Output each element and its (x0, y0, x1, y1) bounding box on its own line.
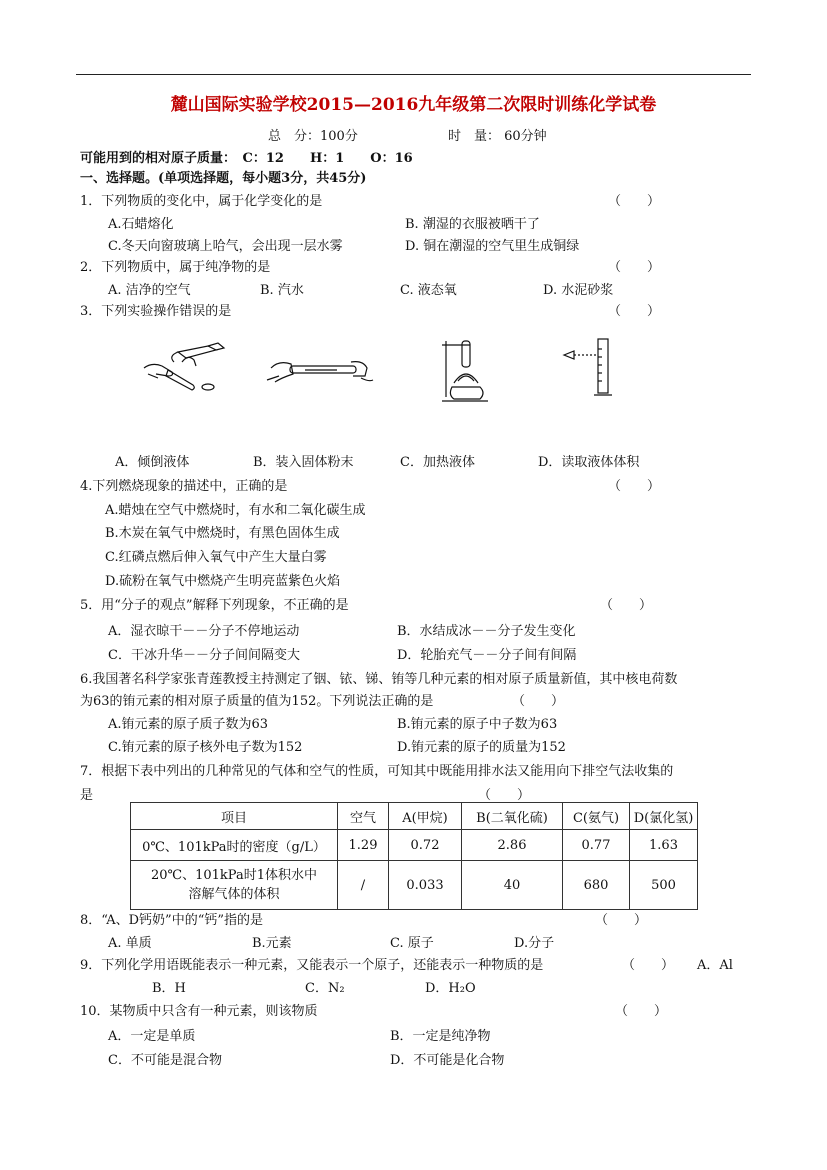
solubility-ammonia: 680 (563, 861, 630, 910)
pouring-liquid-figure (138, 340, 230, 395)
header-air: 空气 (338, 803, 389, 830)
solubility-sulfur-dioxide: 40 (462, 861, 563, 910)
header-hydrogen-chloride: D(氯化氢) (630, 803, 698, 830)
q7-stem-line2: 是 (80, 788, 94, 803)
q2-option-a: A. 洁净的空气 (108, 283, 191, 298)
q5-option-a: A．湿衣晾干－－分子不停地运动 (108, 624, 300, 639)
q3-option-c: C．加热液体 (400, 455, 475, 470)
solubility-methane: 0.033 (389, 861, 462, 910)
q6-option-d: D.铕元素的原子的质量为152 (397, 740, 566, 755)
q2-option-b: B. 汽水 (260, 283, 304, 298)
powder-loading-figure (265, 350, 375, 394)
q1-option-c: C.冬天向窗玻璃上哈气，会出现一层水雾 (108, 239, 343, 254)
q6-answer-paren: （ ） (512, 694, 565, 709)
solubility-label (131, 861, 338, 910)
q9-option-a: A．Al (697, 958, 733, 973)
q9-answer-paren: （ ） (622, 958, 675, 973)
q5-option-b: B．水结成冰－－分子发生变化 (397, 624, 576, 639)
q9-option-d: D．H₂O (425, 981, 476, 996)
q5-answer-paren: （ ） (600, 598, 653, 613)
table-header-row (131, 803, 698, 830)
q2-option-d: D. 水泥砂浆 (543, 283, 614, 298)
q9-stem: 9．下列化学用语既能表示一种元素，又能表示一个原子，还能表示一种物质的是 (80, 958, 544, 973)
q4-stem: 4.下列燃烧现象的描述中，正确的是 (80, 479, 288, 494)
q6-stem-line2: 为63的铕元素的相对原子质量的值为152。下列说法正确的是 (80, 694, 434, 709)
top-rule (76, 74, 751, 75)
section-heading: 一、选择题。(单项选择题，每小题3分，共45分) (80, 171, 367, 186)
q1-option-b: B. 潮湿的衣服被晒干了 (405, 217, 540, 232)
q3-option-b: B．装入固体粉末 (253, 455, 354, 470)
q1-stem: 1．下列物质的变化中，属于化学变化的是 (80, 194, 323, 209)
q3-stem: 3．下列实验操作错误的是 (80, 304, 232, 319)
q8-option-c: C. 原子 (390, 936, 434, 951)
q10-option-b: B．一定是纯净物 (390, 1029, 491, 1044)
q3-answer-paren: （ ） (608, 304, 661, 319)
q6-option-a: A.铕元素的原子质子数为63 (108, 717, 269, 732)
q10-option-c: C．不可能是混合物 (108, 1053, 222, 1068)
header-ammonia: C(氨气) (563, 803, 630, 830)
q7-answer-paren: （ ） (478, 788, 531, 803)
table-row (131, 861, 698, 910)
solubility-air: / (338, 861, 389, 910)
atomic-masses: 可能用到的相对原子质量： C：12 H：1 O：16 (80, 151, 413, 166)
time-limit: 时 量： 60分钟 (448, 129, 547, 144)
gas-properties-table (130, 802, 698, 910)
q4-option-b: B.木炭在氧气中燃烧时，有黑色固体生成 (105, 526, 340, 541)
q3-option-a: A．倾倒液体 (115, 455, 190, 470)
q10-stem: 10．某物质中只含有一种元素，则该物质 (80, 1004, 318, 1019)
density-label: 0℃、101kPa时的密度（g/L） (131, 830, 338, 861)
table-row (131, 830, 698, 861)
density-sulfur-dioxide: 2.86 (462, 830, 563, 861)
cylinder-reading-figure (560, 335, 620, 401)
q10-option-d: D．不可能是化合物 (390, 1053, 505, 1068)
q8-answer-paren: （ ） (595, 913, 648, 928)
q10-answer-paren: （ ） (615, 1004, 668, 1019)
solubility-hydrogen-chloride: 500 (630, 861, 698, 910)
density-air: 1.29 (338, 830, 389, 861)
header-item: 项目 (131, 803, 338, 830)
heating-liquid-figure (438, 335, 494, 407)
q5-option-d: D．轮胎充气－－分子间有间隔 (397, 648, 577, 663)
q6-stem-line1: 6.我国著名科学家张青莲教授主持测定了铟、铱、锑、铕等几种元素的相对原子质量新值，其中核电荷数 (80, 672, 678, 687)
q8-option-a: A. 单质 (108, 936, 152, 951)
q5-option-c: C．干冰升华－－分子间间隔变大 (108, 648, 300, 663)
total-score: 总 分：100分 (268, 129, 358, 144)
q3-option-d: D．读取液体体积 (538, 455, 640, 470)
q2-option-c: C. 液态氧 (400, 283, 457, 298)
q1-option-a: A.石蜡熔化 (108, 217, 174, 232)
q8-option-b: B.元素 (252, 936, 292, 951)
q10-option-a: A．一定是单质 (108, 1029, 196, 1044)
q1-option-d: D. 铜在潮湿的空气里生成铜绿 (405, 239, 580, 254)
q2-stem: 2．下列物质中，属于纯净物的是 (80, 260, 271, 275)
density-methane: 0.72 (389, 830, 462, 861)
density-hydrogen-chloride: 1.63 (630, 830, 698, 861)
solubility-label-line2: 溶解气体的体积 (188, 887, 280, 902)
q9-option-b: B．H (152, 981, 186, 996)
q8-option-d: D.分子 (514, 936, 555, 951)
q6-option-c: C.铕元素的原子核外电子数为152 (108, 740, 303, 755)
header-methane: A(甲烷) (389, 803, 462, 830)
header-sulfur-dioxide: B(二氧化硫) (462, 803, 563, 830)
density-ammonia: 0.77 (563, 830, 630, 861)
q2-answer-paren: （ ） (608, 260, 661, 275)
q4-option-d: D.硫粉在氧气中燃烧产生明亮蓝紫色火焰 (105, 574, 341, 589)
q4-option-a: A.蜡烛在空气中燃烧时，有水和二氧化碳生成 (105, 503, 366, 518)
q8-stem: 8．“A、D钙奶”中的“钙”指的是 (80, 913, 263, 928)
q1-answer-paren: （ ） (608, 194, 661, 209)
q5-stem: 5．用“分子的观点”解释下列现象，不正确的是 (80, 598, 349, 613)
solubility-label-line1: 20℃、101kPa时1体积水中 (151, 868, 317, 883)
q9-option-c: C．N₂ (305, 981, 345, 996)
q4-option-c: C.红磷点燃后伸入氧气中产生大量白雾 (105, 550, 327, 565)
q7-stem-line1: 7．根据下表中列出的几种常见的气体和空气的性质，可知其中既能用排水法又能用向下排空气法收集的 (80, 764, 674, 779)
q6-option-b: B.铕元素的原子中子数为63 (397, 717, 558, 732)
page-title: 麓山国际实验学校2015—2016九年级第二次限时训练化学试卷 (170, 95, 657, 115)
q4-answer-paren: （ ） (608, 479, 661, 494)
